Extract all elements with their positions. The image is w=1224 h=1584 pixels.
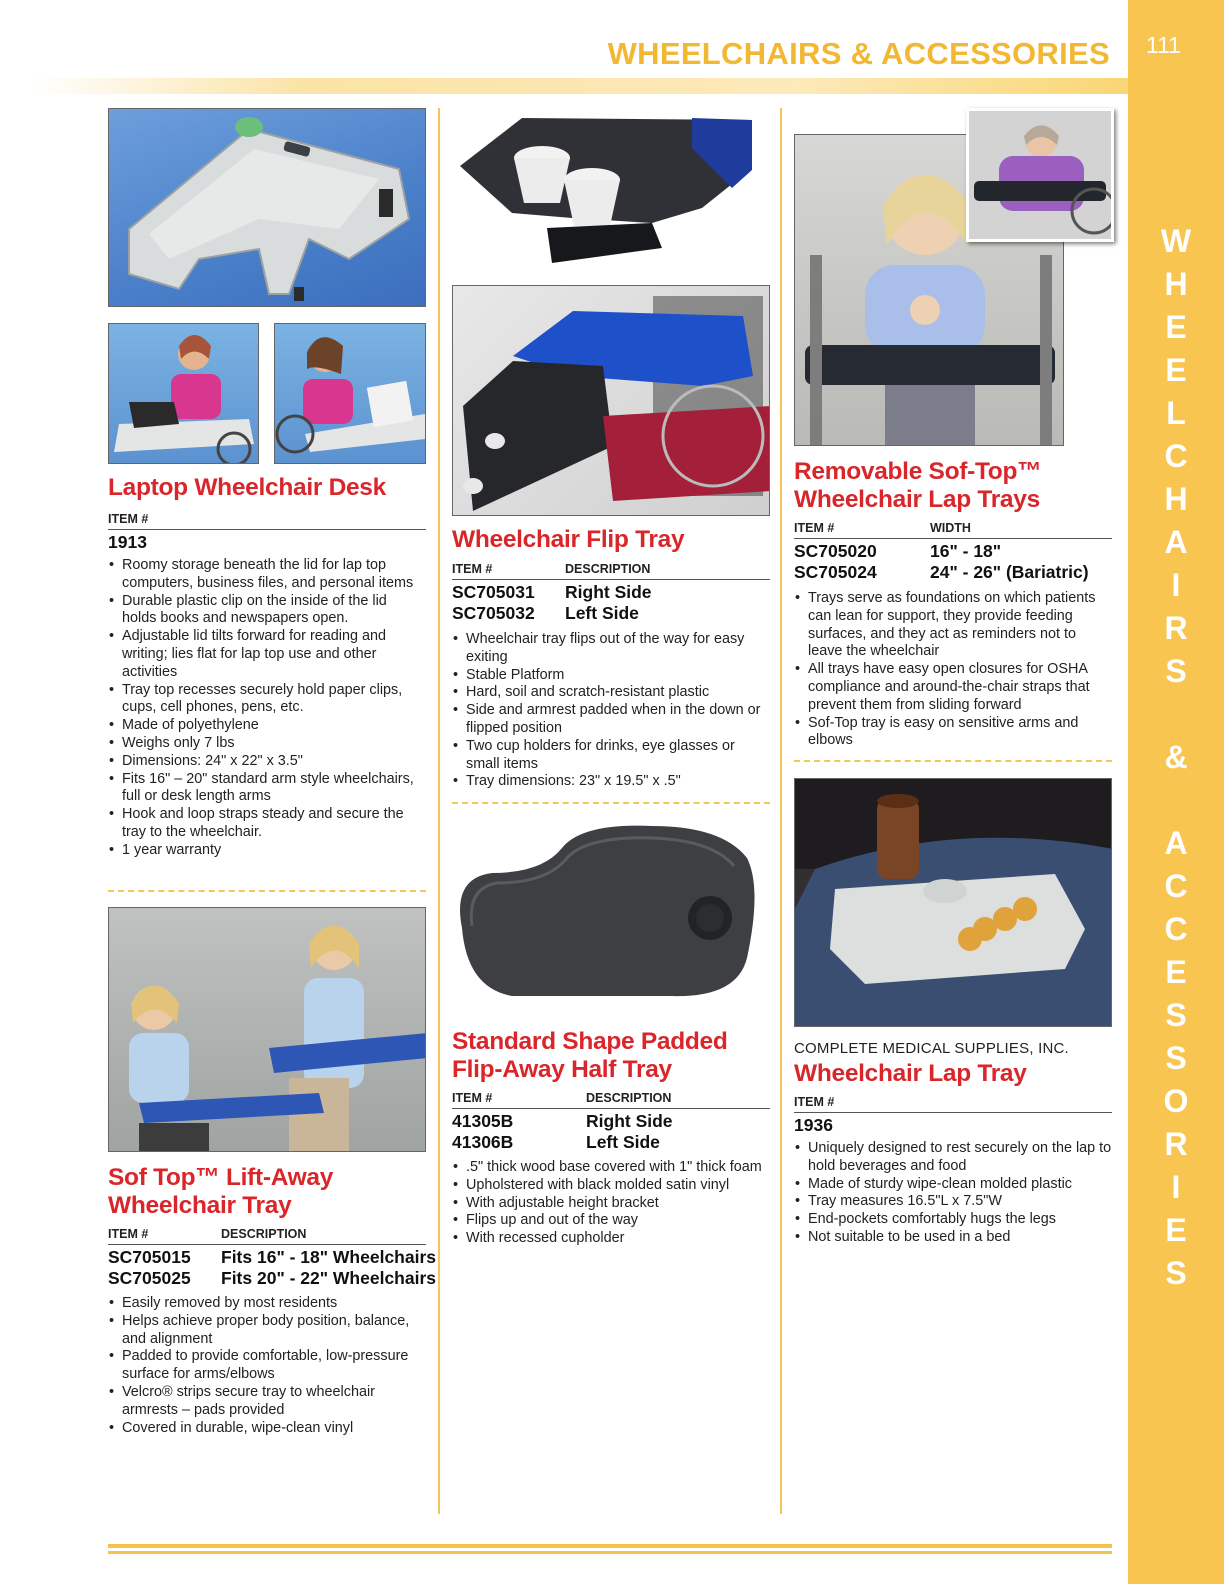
item-number: 1936 bbox=[794, 1115, 833, 1135]
laptop-desk-features bbox=[108, 557, 423, 860]
section-title: WHEELCHAIRS & ACCESSORIES bbox=[607, 36, 1110, 71]
side-tab-letter: H bbox=[1164, 481, 1188, 517]
lap-tray-photo bbox=[794, 778, 1112, 1027]
lift-away-features bbox=[108, 1295, 426, 1437]
side-tab-letter: R bbox=[1164, 610, 1188, 646]
item-number: SC705020 bbox=[794, 541, 877, 561]
title-line: Wheelchair Tray bbox=[108, 1192, 292, 1219]
col-desc-header: DESCRIPTION bbox=[221, 1227, 307, 1241]
col-item-header: ITEM # bbox=[108, 512, 149, 526]
side-tab-letter bbox=[1128, 693, 1224, 736]
feature-item: • Upholstered with black molded satin vinyl bbox=[452, 1177, 770, 1195]
feature-item: • With recessed cupholder bbox=[452, 1230, 770, 1248]
table-row bbox=[452, 580, 770, 601]
item-description: Fits 20" - 22" Wheelchairs bbox=[221, 1268, 437, 1288]
laptop-desk-photo-woman-phone bbox=[274, 323, 426, 464]
item-number: 41305B bbox=[452, 1111, 514, 1131]
feature-item: • Tray measures 16.5"L x 7.5"W bbox=[794, 1193, 1112, 1211]
feature-item: • Fits 16" – 20" standard arm style wheelchairs, full or desk length arms bbox=[108, 771, 423, 807]
item-number: SC705025 bbox=[108, 1268, 191, 1288]
page-number: 111 bbox=[1146, 32, 1181, 58]
item-number: 41306B bbox=[452, 1132, 514, 1152]
side-tab-letter: S bbox=[1165, 1255, 1187, 1291]
feature-item: • Made of polyethylene bbox=[108, 717, 423, 735]
side-tab-letter: C bbox=[1164, 911, 1188, 947]
col-item-header: ITEM # bbox=[108, 1227, 149, 1241]
flip-tray-features bbox=[452, 631, 770, 791]
feature-item: • Hook and loop straps steady and secure the tray to the wheelchair. bbox=[108, 806, 423, 842]
feature-item: • Durable plastic clip on the inside of the lid holds books and newspapers open. bbox=[108, 593, 423, 629]
item-description: Left Side bbox=[565, 603, 639, 623]
section-divider bbox=[452, 802, 770, 804]
laptop-desk-photo-woman-laptop bbox=[108, 323, 259, 464]
table-row bbox=[794, 1113, 1112, 1134]
item-description: Right Side bbox=[565, 582, 652, 602]
side-tab-letter: L bbox=[1166, 395, 1186, 431]
item-description: Right Side bbox=[586, 1111, 673, 1131]
feature-item: • Sof-Top tray is easy on sensitive arms and elbows bbox=[794, 715, 1112, 751]
title-line: Sof Top™ Lift-Away bbox=[108, 1164, 334, 1191]
feature-item: • End-pockets comfortably hugs the legs bbox=[794, 1211, 1112, 1229]
footer-rule bbox=[108, 1544, 1112, 1548]
sof-top-lap-trays-title bbox=[794, 458, 1041, 514]
side-tab-letter: E bbox=[1165, 954, 1187, 990]
item-table-header bbox=[108, 1227, 426, 1245]
side-tab-letter: S bbox=[1165, 997, 1187, 1033]
side-tab-letter: A bbox=[1164, 524, 1188, 560]
feature-item: • Side and armrest padded when in the down or flipped position bbox=[452, 702, 770, 738]
half-tray-title bbox=[452, 1028, 728, 1084]
title-line: Removable Sof-Top™ bbox=[794, 458, 1042, 485]
feature-item: • Tray top recesses securely hold paper clips, cups, cell phones, pens, etc. bbox=[108, 682, 423, 718]
laptop-desk-photo bbox=[108, 108, 426, 307]
item-table-header bbox=[452, 1091, 770, 1109]
feature-item: • Roomy storage beneath the lid for lap top computers, business files, and personal items bbox=[108, 557, 423, 593]
item-number: SC705015 bbox=[108, 1247, 191, 1267]
side-tab-letter: S bbox=[1165, 653, 1187, 689]
feature-item: • Tray dimensions: 23" x 19.5" x .5" bbox=[452, 773, 770, 791]
column-divider-1 bbox=[438, 108, 440, 1514]
item-table-header bbox=[794, 1095, 1112, 1113]
item-description: Left Side bbox=[586, 1132, 660, 1152]
table-row bbox=[452, 601, 770, 622]
item-width: 16" - 18" bbox=[930, 541, 1002, 561]
feature-item: • Velcro® strips secure tray to wheelchair armrests – pads provided bbox=[108, 1384, 426, 1420]
feature-item: • Padded to provide comfortable, low-pressure surface for arms/elbows bbox=[108, 1348, 426, 1384]
item-table-header bbox=[452, 562, 770, 580]
header-rule bbox=[30, 78, 1128, 94]
lap-tray-features bbox=[794, 1140, 1112, 1247]
table-row bbox=[108, 530, 426, 551]
section-divider bbox=[794, 760, 1112, 762]
feature-item: • Two cup holders for drinks, eye glasses or small items bbox=[452, 738, 770, 774]
column-divider-2 bbox=[780, 108, 782, 1514]
table-row bbox=[794, 539, 1112, 560]
section-divider bbox=[108, 890, 426, 892]
table-row bbox=[452, 1109, 770, 1130]
item-table-header bbox=[108, 512, 426, 530]
table-row bbox=[108, 1245, 437, 1267]
half-tray-item-table bbox=[452, 1091, 770, 1151]
feature-item: • Stable Platform bbox=[452, 667, 770, 685]
laptop-desk-title: Laptop Wheelchair Desk bbox=[108, 474, 386, 501]
feature-item: • With adjustable height bracket bbox=[452, 1195, 770, 1213]
feature-item: • Made of sturdy wipe-clean molded plastic bbox=[794, 1176, 1112, 1194]
feature-item: • Dimensions: 24" x 22" x 3.5" bbox=[108, 753, 423, 771]
feature-item: • Easily removed by most residents bbox=[108, 1295, 426, 1313]
sof-top-lap-trays-features bbox=[794, 590, 1112, 750]
half-tray-photo bbox=[452, 818, 770, 1008]
flip-tray-photo bbox=[452, 285, 770, 516]
feature-item: • Covered in durable, wipe-clean vinyl bbox=[108, 1420, 426, 1438]
item-number: SC705024 bbox=[794, 562, 877, 582]
lift-away-tray-title bbox=[108, 1164, 333, 1220]
supplier-name: COMPLETE MEDICAL SUPPLIES, INC. bbox=[794, 1040, 1069, 1057]
feature-item: • Hard, soil and scratch-resistant plastic bbox=[452, 684, 770, 702]
col-desc-header: DESCRIPTION bbox=[565, 562, 651, 576]
col-width-header: WIDTH bbox=[930, 521, 971, 535]
feature-item: • Uniquely designed to rest securely on the lap to hold beverages and food bbox=[794, 1140, 1112, 1176]
table-row bbox=[108, 1266, 437, 1288]
side-tab-letter: E bbox=[1165, 1212, 1187, 1248]
feature-item: • .5" thick wood base covered with 1" thick foam bbox=[452, 1159, 770, 1177]
lift-away-tray-photo bbox=[108, 907, 426, 1152]
feature-item: • Wheelchair tray flips out of the way for easy exiting bbox=[452, 631, 770, 667]
title-line: Wheelchair Lap Trays bbox=[794, 486, 1040, 513]
item-number: 1913 bbox=[108, 532, 147, 552]
flip-tray-title: Wheelchair Flip Tray bbox=[452, 526, 685, 553]
col-item-header: ITEM # bbox=[794, 1095, 835, 1109]
side-tab-letter: C bbox=[1164, 868, 1188, 904]
laptop-desk-item-table bbox=[108, 512, 426, 551]
item-description: Fits 16" - 18" Wheelchairs bbox=[221, 1247, 437, 1267]
side-tab-letter: W bbox=[1160, 223, 1192, 259]
col-item-header: ITEM # bbox=[794, 521, 835, 535]
flip-tray-cupholder-photo bbox=[452, 108, 764, 270]
side-tab-letter: A bbox=[1164, 825, 1188, 861]
item-number: SC705032 bbox=[452, 603, 535, 623]
side-tab-letter: S bbox=[1165, 1040, 1187, 1076]
side-tab-title bbox=[1128, 220, 1224, 1295]
sof-top-lap-trays-item-table bbox=[794, 521, 1112, 581]
item-number: SC705031 bbox=[452, 582, 535, 602]
bariatric-lap-tray-inset-photo bbox=[966, 108, 1114, 242]
side-tab-letter: I bbox=[1171, 1169, 1181, 1205]
feature-item: • 1 year warranty bbox=[108, 842, 423, 860]
feature-item: • Not suitable to be used in a bed bbox=[794, 1229, 1112, 1247]
feature-item: • Adjustable lid tilts forward for reading and writing; lies flat for lap top use and other activities bbox=[108, 628, 423, 681]
title-line: Flip-Away Half Tray bbox=[452, 1056, 672, 1083]
title-line: Standard Shape Padded bbox=[452, 1028, 728, 1055]
col-item-header: ITEM # bbox=[452, 1091, 493, 1105]
lap-tray-item-table bbox=[794, 1095, 1112, 1134]
side-tab-letter: & bbox=[1164, 739, 1188, 775]
item-width: 24" - 26" (Bariatric) bbox=[930, 562, 1089, 582]
lift-away-item-table bbox=[108, 1227, 437, 1288]
footer-rule bbox=[108, 1551, 1112, 1554]
feature-item: • Weighs only 7 lbs bbox=[108, 735, 423, 753]
half-tray-features bbox=[452, 1159, 770, 1248]
side-tab-letter: R bbox=[1164, 1126, 1188, 1162]
item-table-header bbox=[794, 521, 1112, 539]
feature-item: • Trays serve as foundations on which patients can lean for support, they provide feeding surfaces, and they act as reminders not to leave the wheelchair bbox=[794, 590, 1112, 661]
table-row bbox=[794, 560, 1112, 581]
side-tab-letter bbox=[1128, 779, 1224, 822]
side-tab-letter: E bbox=[1165, 352, 1187, 388]
col-item-header: ITEM # bbox=[452, 562, 493, 576]
side-tab-letter: O bbox=[1163, 1083, 1189, 1119]
lap-tray-title: Wheelchair Lap Tray bbox=[794, 1060, 1027, 1087]
col-desc-header: DESCRIPTION bbox=[586, 1091, 672, 1105]
feature-item: • Flips up and out of the way bbox=[452, 1212, 770, 1230]
side-tab-letter: C bbox=[1164, 438, 1188, 474]
side-tab-letter: H bbox=[1164, 266, 1188, 302]
feature-item: • All trays have easy open closures for OSHA compliance and around-the-chair straps that prevent them from sliding forward bbox=[794, 661, 1112, 714]
flip-tray-item-table bbox=[452, 562, 770, 622]
feature-item: • Helps achieve proper body position, balance, and alignment bbox=[108, 1313, 426, 1349]
side-tab-letter: I bbox=[1171, 567, 1181, 603]
side-tab-letter: E bbox=[1165, 309, 1187, 345]
table-row bbox=[452, 1130, 770, 1151]
